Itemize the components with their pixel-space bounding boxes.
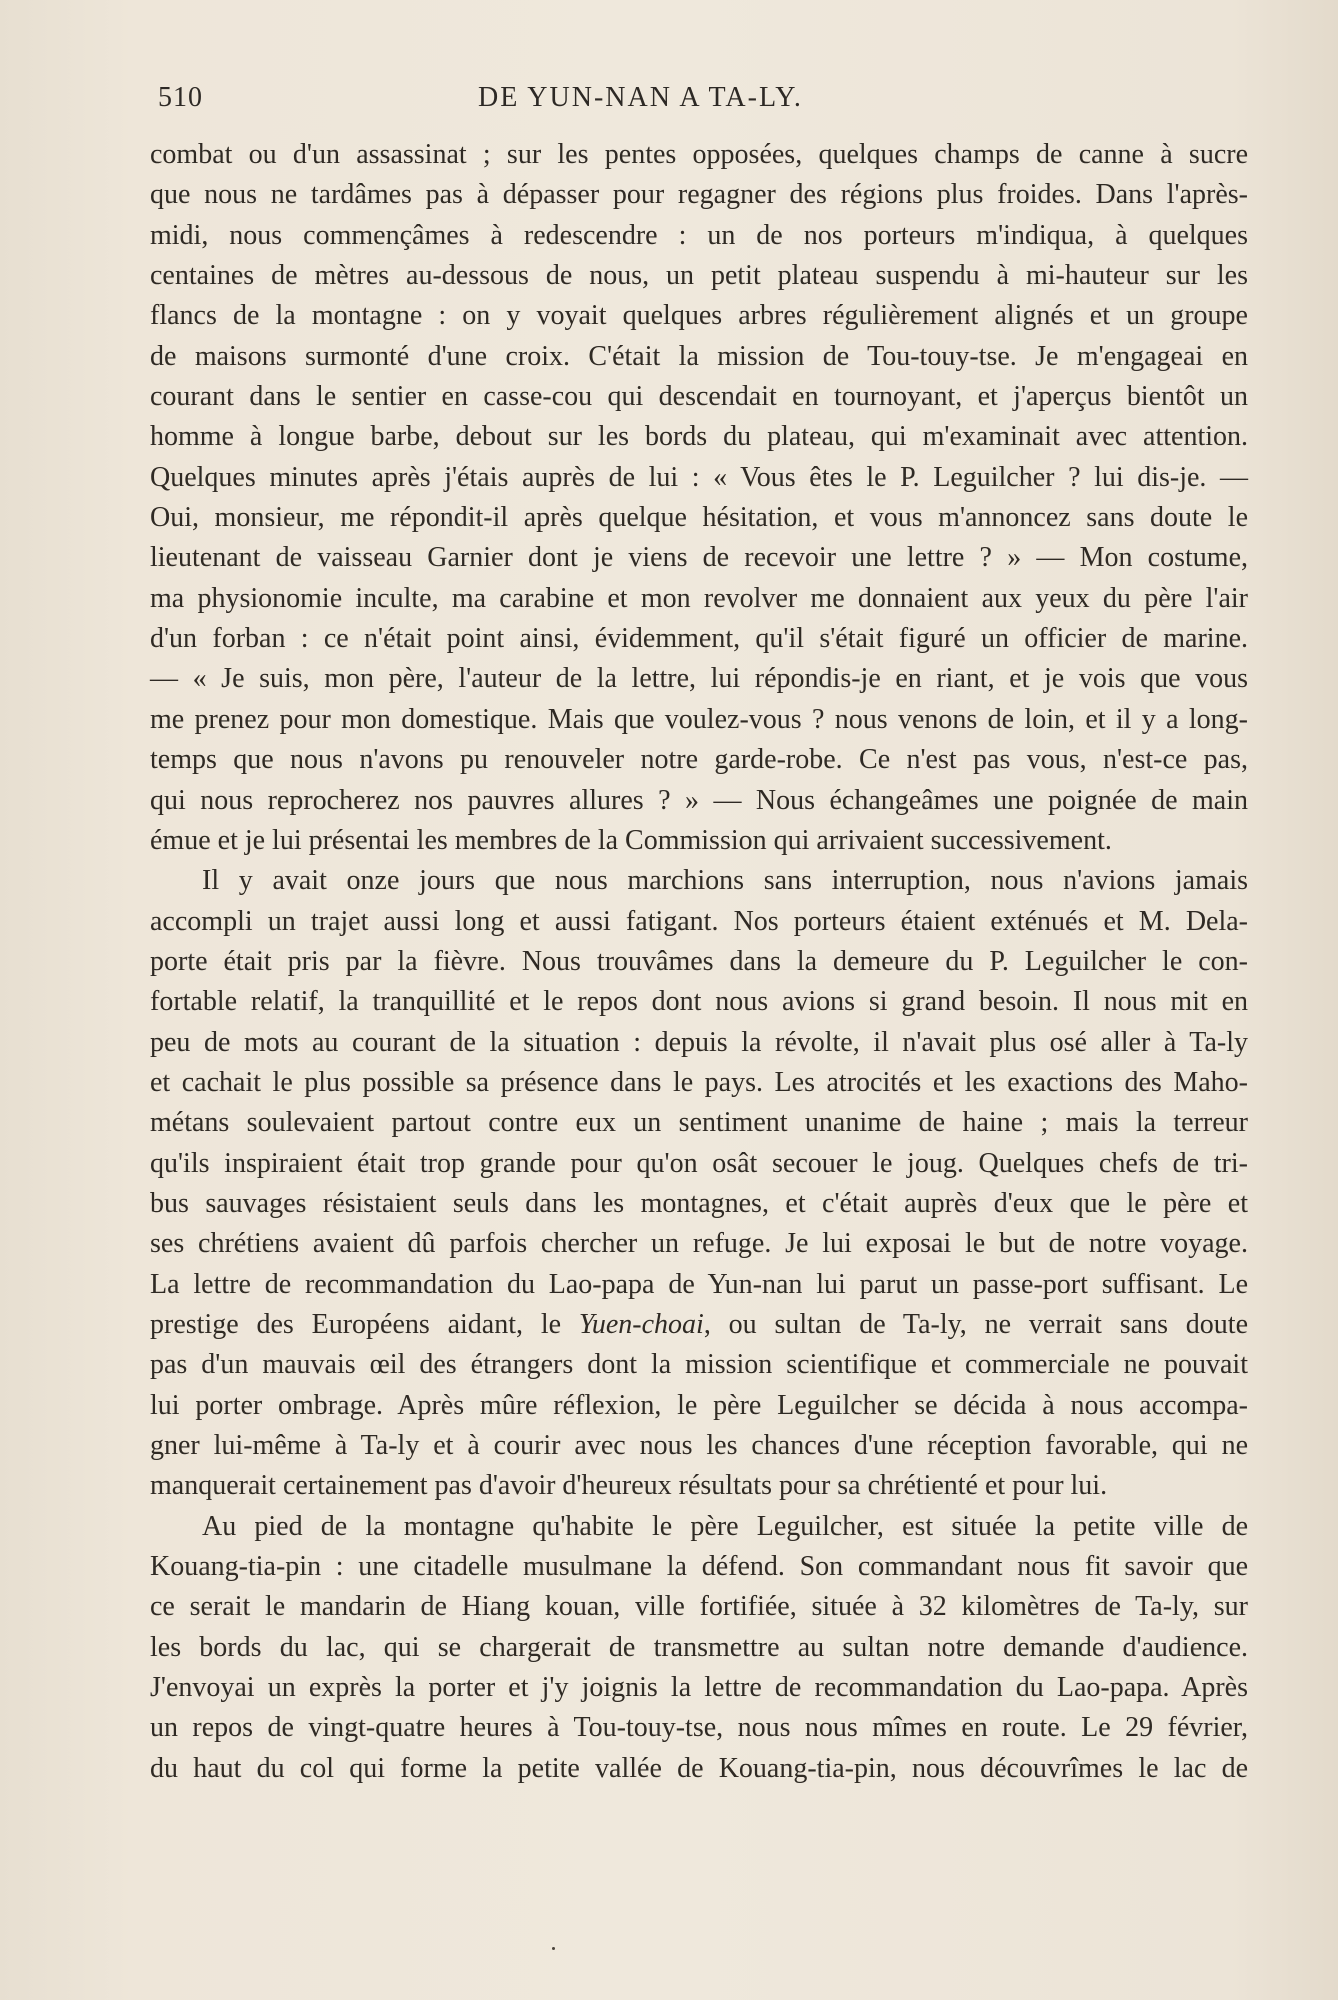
text-line: porte était pris par la fièvre. Nous trouvâmes dans la demeure du P. Leguilcher le con-	[150, 945, 1248, 977]
text-segment: prestige des Européens aidant, le	[150, 1308, 579, 1340]
text-line: combat ou d'un assassinat ; sur les pentes opposées, quelques champs de canne à sucre	[150, 139, 1248, 170]
text-line-with-italic	[150, 1305, 1248, 1345]
text-line: Oui, monsieur, me répondit-il après quelque hésitation, et vous m'annoncez sans doute le	[150, 502, 1248, 534]
text-line: manquerait certainement pas d'avoir d'heureux résultats pour sa chrétienté et pour lui.	[150, 1470, 1108, 1502]
text-line: accompli un trajet aussi long et aussi fatigant. Nos porteurs étaient exténués et M. Dela-	[150, 905, 1248, 937]
text-line: pas d'un mauvais œil des étrangers dont la mission scientifique et commerciale ne pouvait	[150, 1349, 1248, 1381]
text-line: qu'ils inspiraient était trop grande pour qu'on osât secouer le joug. Quelques chefs de tri-	[150, 1147, 1248, 1179]
text-line: fortable relatif, la tranquillité et le repos dont nous avions si grand besoin. Il nous mit en	[150, 986, 1248, 1018]
text-line: Kouang-tia-pin : une citadelle musulmane la défend. Son commandant nous fit savoir que	[150, 1551, 1248, 1583]
text-line: me prenez pour mon domestique. Mais que voulez-vous ? nous venons de loin, et il y a long-	[150, 703, 1248, 735]
text-line: métans soulevaient partout contre eux un sentiment unanime de haine ; mais la terreur	[150, 1107, 1248, 1139]
text-line: Au pied de la montagne qu'habite le père Leguilcher, est située la petite ville de	[202, 1510, 1248, 1542]
text-line: J'envoyai un exprès la porter et j'y joignis la lettre de recommandation du Lao-papa. Après	[150, 1672, 1248, 1704]
text-line: bus sauvages résistaient seuls dans les montagnes, et c'était auprès d'eux que le père et	[150, 1187, 1248, 1219]
text-line: courant dans le sentier en casse-cou qui descendait en tournoyant, et j'aperçus bientôt un	[150, 381, 1248, 413]
italic-term: Yuen-choai	[578, 1308, 704, 1340]
text-line: du haut du col qui forme la petite vallée de Kouang-tia-pin, nous découvrîmes le lac de	[150, 1752, 1248, 1784]
text-line: flancs de la montagne : on y voyait quelques arbres régulièrement alignés et un groupe	[150, 300, 1248, 332]
page-number: 510	[158, 82, 203, 113]
text-line: — « Je suis, mon père, l'auteur de la lettre, lui répondis-je en riant, et je vois que vous	[150, 663, 1248, 695]
text-line: de maisons surmonté d'une croix. C'était la mission de Tou-touy-tse. Je m'engageai en	[150, 340, 1248, 372]
page-header	[158, 80, 1243, 116]
text-line: centaines de mètres au-dessous de nous, un petit plateau suspendu à mi-hauteur sur les	[150, 260, 1248, 292]
text-line: Quelques minutes après j'étais auprès de lui : « Vous êtes le P. Leguilcher ? lui dis-je. —	[150, 461, 1248, 493]
running-head: DE YUN-NAN A TA-LY.	[478, 82, 803, 113]
text-line: homme à longue barbe, debout sur les bords du plateau, qui m'examinait avec attention.	[150, 421, 1248, 453]
text-line: peu de mots au courant de la situation : depuis la révolte, il n'avait plus osé aller à Ta-ly	[150, 1026, 1248, 1058]
text-line: La lettre de recommandation du Lao-papa de Yun-nan lui parut un passe-port suffisant. Le	[150, 1268, 1248, 1300]
text-line: émue et je lui présentai les membres de la Commission qui arrivaient successivement.	[150, 824, 1112, 856]
text-line: d'un forban : ce n'était point ainsi, évidemment, qu'il s'était figuré un officier de marine.	[150, 623, 1248, 655]
text-line: lieutenant de vaisseau Garnier dont je viens de recevoir une lettre ? » — Mon costume,	[150, 542, 1248, 574]
text-line: ce serait le mandarin de Hiang kouan, ville fortifiée, située à 32 kilomètres de Ta-ly, sur	[150, 1591, 1248, 1623]
text-line: que nous ne tardâmes pas à dépasser pour regagner des régions plus froides. Dans l'après-	[150, 179, 1248, 211]
text-segment: , ou sultan de Ta-ly, ne verrait sans doute	[703, 1308, 1248, 1340]
text-line: ses chrétiens avaient dû parfois chercher un refuge. Je lui exposai le but de notre voyage.	[150, 1228, 1248, 1260]
text-line: gner lui-même à Ta-ly et à courir avec nous les chances d'une réception favorable, qui ne	[150, 1430, 1248, 1461]
text-line: ma physionomie inculte, ma carabine et mon revolver me donnaient aux yeux du père l'air	[150, 582, 1248, 614]
text-line: temps que nous n'avons pu renouveler notre garde-robe. Ce n'est pas vous, n'est-ce pas,	[150, 744, 1248, 776]
body-text	[150, 135, 1248, 1789]
text-line: les bords du lac, qui se chargerait de transmettre au sultan notre demande d'audience.	[150, 1631, 1248, 1663]
text-line: qui nous reprocherez nos pauvres allures ? » — Nous échangeâmes une poignée de main	[150, 784, 1248, 816]
text-line: lui porter ombrage. Après mûre réflexion, le père Leguilcher se décida à nous accompa-	[150, 1389, 1248, 1421]
text-line: midi, nous commençâmes à redescendre : un de nos porteurs m'indiqua, à quelques	[150, 219, 1248, 251]
text-line: Il y avait onze jours que nous marchions sans interruption, nous n'avions jamais	[202, 865, 1248, 897]
text-line: un repos de vingt-quatre heures à Tou-touy-tse, nous nous mîmes en route. Le 29 février,	[150, 1712, 1248, 1744]
paper-speck	[552, 1947, 555, 1950]
text-line: et cachait le plus possible sa présence dans le pays. Les atrocités et les exactions des Maho-	[150, 1066, 1248, 1098]
